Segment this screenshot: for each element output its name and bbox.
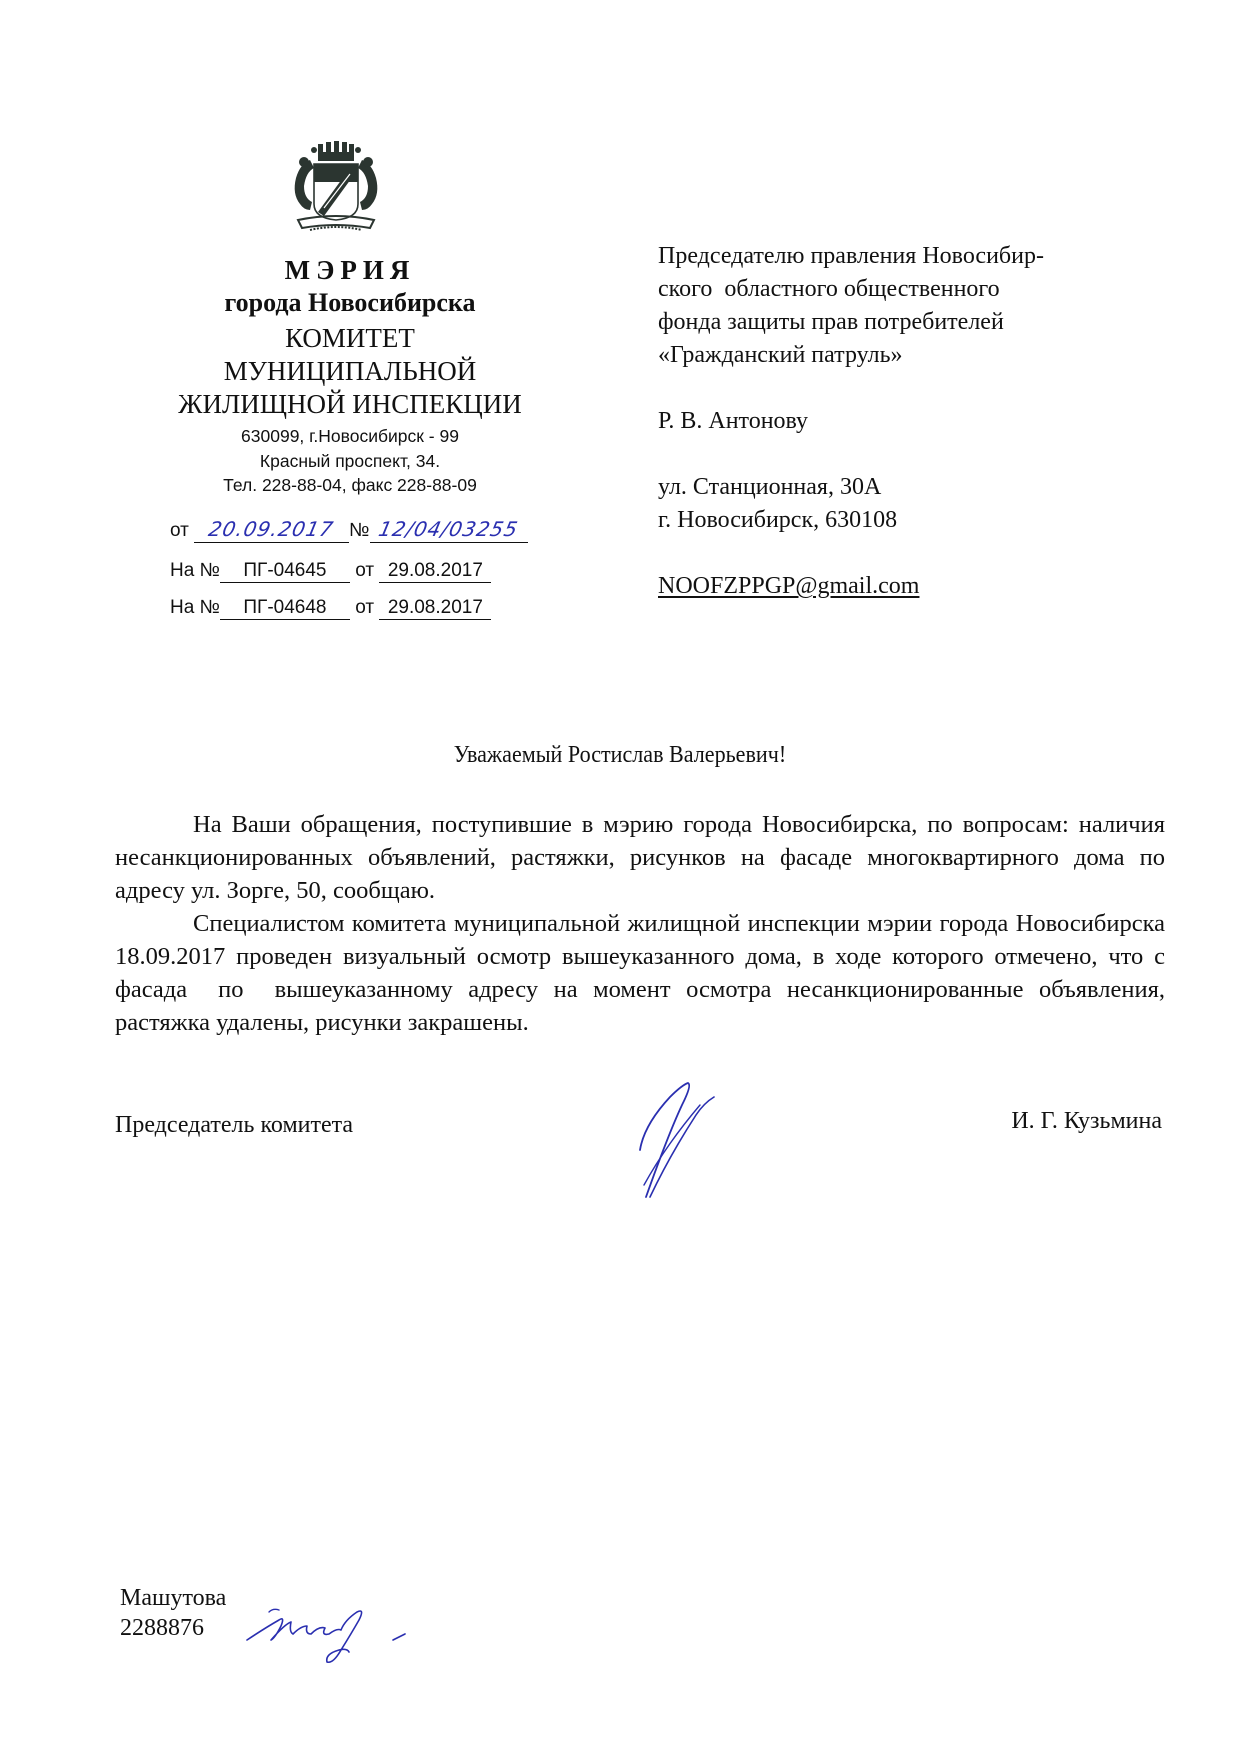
reference-number: ПГ-04645 (220, 560, 350, 583)
sender-address (140, 424, 560, 498)
addressee-address-line: г. Новосибирск, 630108 (658, 507, 898, 533)
outgoing-from-label: от (170, 520, 189, 541)
outgoing-date: 20.09.2017 (206, 517, 337, 541)
signatory-name: И. Г. Кузьмина (1011, 1108, 1162, 1134)
outgoing-number-field (370, 518, 528, 543)
addressee-line: Председателю правления Новосибир- (658, 243, 1044, 269)
sender-committee (140, 322, 560, 421)
executor-name: Машутова (120, 1585, 227, 1611)
committee-line: ЖИЛИЩНОЙ ИНСПЕКЦИИ (178, 389, 522, 419)
sender-address-line: Красный проспект, 34. (259, 450, 441, 471)
letter-paragraph: На Ваши обращения, поступившие в мэрию города Новосибирска, по вопросам: наличия несанкционированных объявлений, растяжки, рисунков на фасаде многоквартирного дома по адресу ул. Зорге, 50, сообщаю. (115, 811, 1165, 904)
addressee-line: «Гражданский патруль» (658, 342, 903, 368)
reference-prefix: На № (170, 560, 220, 581)
outgoing-number-label: № (349, 520, 370, 541)
letter-body (115, 808, 1172, 1039)
coat-of-arms-icon (280, 138, 392, 238)
sender-address-line: 630099, г.Новосибирск - 99 (241, 426, 459, 446)
executor-block (120, 1583, 226, 1643)
sender-address-line: Тел. 228-88-04, факс 228-88-09 (223, 475, 477, 495)
reference-prefix: На № (170, 597, 220, 618)
signature-icon (630, 1075, 750, 1205)
reference-date: 29.08.2017 (379, 597, 491, 620)
addressee-name: Р. В. Антонову (658, 408, 809, 434)
reference-date: 29.08.2017 (379, 560, 491, 583)
reference-number: ПГ-04648 (220, 597, 350, 620)
reference-line (170, 595, 491, 621)
letter-paragraph: Специалистом комитета муниципальной жилищной инспекции мэрии города Новосибирска 18.09.2017 проведен визуальный осмотр вышеуказанного дома, в ходе которого отмечено, что с фасада по вышеуказанному адресу на момент осмотра несанкционированные объявления, растяжка удалены, рисунки закрашены. (115, 910, 1172, 1036)
reference-from-label: от (355, 560, 375, 581)
salutation: Уважаемый Ростислав Валерьевич! (453, 742, 787, 768)
outgoing-number: 12/04/03255 (376, 517, 521, 541)
reference-line (170, 558, 491, 584)
addressee-block (658, 240, 1138, 603)
addressee-email-link[interactable]: NOOFZPPGP@gmail.com (658, 573, 920, 599)
executor-phone: 2288876 (120, 1615, 204, 1641)
committee-line: МУНИЦИПАЛЬНОЙ (223, 356, 477, 386)
signatory-title: Председатель комитета (115, 1112, 354, 1138)
addressee-line: фонда защиты прав потребителей (658, 309, 1004, 335)
outgoing-date-field (194, 518, 349, 543)
sender-mayor-label: МЭРИЯ (284, 255, 416, 285)
sender-city-label: города Новосибирска (224, 288, 476, 317)
addressee-line: ского областного общественного (658, 276, 1000, 302)
reference-from-label: от (355, 597, 375, 618)
addressee-address-line: ул. Станционная, 30А (658, 474, 882, 500)
committee-line: КОМИТЕТ (285, 323, 415, 353)
outgoing-registration (170, 518, 528, 544)
initials-signature-icon (245, 1600, 425, 1670)
